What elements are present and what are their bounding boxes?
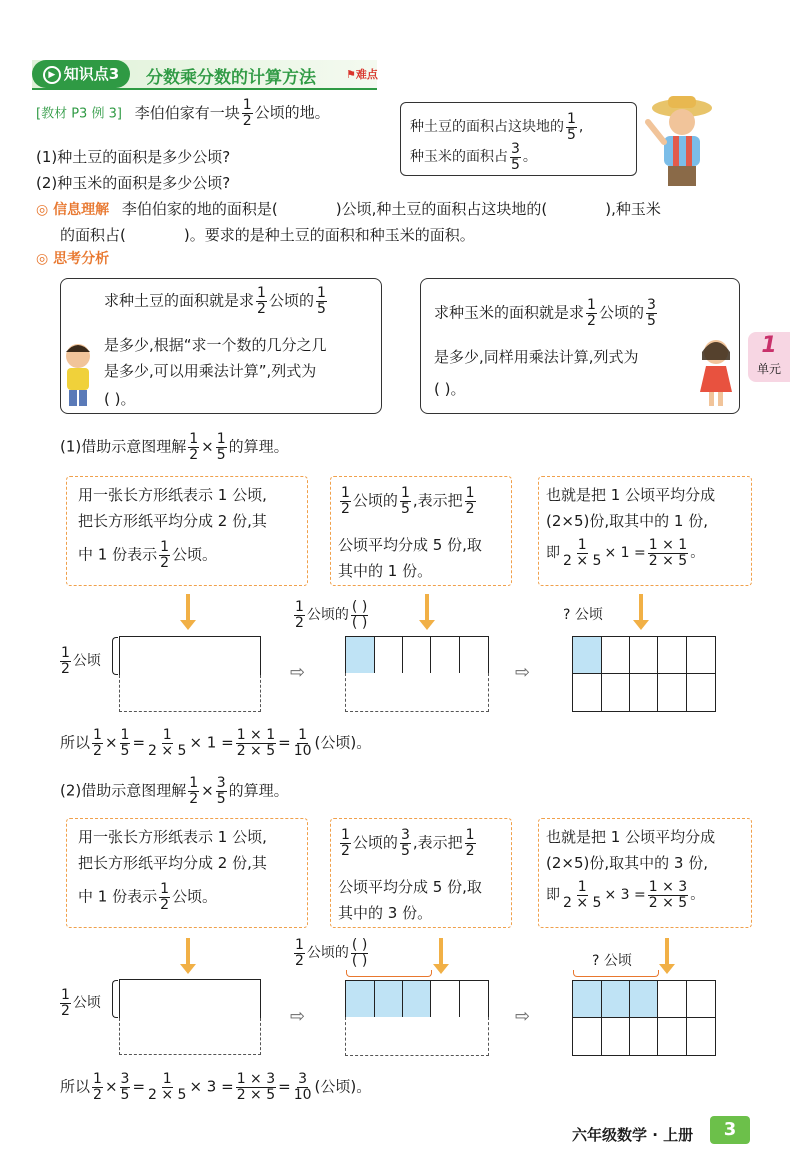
part2-box2-l1: $\frac{1}{2}$ 公顷的 $\frac{3}{5}$ ,表示把 $\frac{1}{2}$ (341, 827, 475, 859)
shaded-part (346, 637, 374, 673)
part2-box3-l1: 也就是把 1 公顷平均分成 (546, 828, 716, 846)
p2-diag2-label: $\frac{1}{2}$ 公顷的 $\frac{( )}{( )}$ (295, 937, 368, 969)
intro-text: 李伯伯家有一块 (134, 103, 240, 122)
p2-diag1-top (119, 979, 261, 1019)
analysis-right-l3: ( )。 (434, 380, 466, 398)
play-icon: ▶ (43, 66, 61, 84)
down-arrow-icon (662, 938, 672, 976)
info-label: ◎ 信息理解 (36, 202, 110, 218)
speech-line-2: 种玉米的面积占 $\frac{3}{5}$ 。 (410, 141, 537, 173)
p1-diag2-bottom (345, 673, 489, 712)
analysis-left-l4: ( )。 (104, 390, 136, 408)
info-line-2: 的面积占( )。要求的是种土豆的面积和种玉米的面积。 (60, 226, 475, 244)
brace (112, 980, 118, 1018)
part1-box1-l3: 中 1 份表示 $\frac{1}{2}$ 公顷。 (78, 539, 218, 571)
brace (112, 637, 118, 675)
right-arrow-icon: ⇨ (290, 1006, 306, 1027)
down-arrow-icon (183, 938, 193, 976)
unit-label: 单元 (756, 362, 781, 376)
shaded-part (346, 981, 431, 1017)
p1-diag3-label: ? 公顷 (563, 607, 603, 623)
page-number: 3 (710, 1116, 750, 1144)
question-2: (2)种玉米的面积是多少公顷? (36, 174, 231, 192)
part1-box2-l2: 公顷平均分成 5 份,取 (338, 536, 482, 554)
p2-diag1-label: $\frac{1}{2}$ 公顷 (61, 987, 101, 1019)
analysis-left-l3: 是多少,可以用乘法计算”,列式为 (104, 362, 317, 380)
down-arrow-icon (422, 594, 432, 632)
fraction-half: $\frac{1}{2}$ (242, 97, 252, 129)
p1-diag1-label: $\frac{1}{2}$ 公顷 (61, 645, 101, 677)
question-1: (1)种土豆的面积是多少公顷? (36, 148, 231, 166)
down-arrow-icon (636, 594, 646, 632)
part1-box3-l1: 也就是把 1 公顷平均分成 (546, 486, 716, 504)
p2-diag3-label: ? 公顷 (592, 953, 632, 969)
example-intro (36, 98, 330, 128)
flag-icon: ⚑ (346, 68, 356, 81)
part1-box1-l1: 用一张长方形纸表示 1 公顷, (78, 486, 267, 504)
part1-box2-l1: $\frac{1}{2}$ 公顷的 $\frac{1}{5}$ ,表示把 $\frac{1}{2}$ (341, 485, 475, 517)
section-title: 分数乘分数的计算方法 (146, 68, 316, 88)
part2-box3-l3: 即 $\frac{1}{2 \times 5}$ × 3 = $\frac{1 \times 3}{2 \times 5}$ 。 (546, 879, 705, 911)
part1-box1-l2: 把长方形纸平均分成 2 份,其 (78, 512, 267, 530)
part2-heading: (2)借助示意图理解 $\frac{1}{2}$ × $\frac{3}{5}$ 的算理。 (60, 775, 289, 807)
unit-number: 1 (761, 333, 777, 358)
bracket (346, 970, 432, 977)
knowledge-badge (32, 60, 130, 88)
down-arrow-icon (183, 594, 193, 632)
part2-box2-l2: 公顷平均分成 5 份,取 (338, 878, 482, 896)
shaded-part (573, 637, 601, 673)
boy-illustration (58, 340, 98, 410)
part2-box1-l3: 中 1 份表示 $\frac{1}{2}$ 公顷。 (78, 881, 218, 913)
p1-diag2-top (345, 636, 489, 674)
right-arrow-icon: ⇨ (515, 1006, 531, 1027)
example-source: [教材 P3 例 3] (36, 106, 122, 122)
bracket (573, 970, 659, 977)
right-arrow-icon: ⇨ (290, 662, 306, 683)
p2-diag2-bottom (345, 1017, 489, 1056)
analysis-label: ◎ 思考分析 (36, 251, 110, 267)
part1-heading: (1)借助示意图理解 $\frac{1}{2}$ × $\frac{1}{5}$ 的算理。 (60, 431, 289, 463)
analysis-left-l2: 是多少,根据“求一个数的几分之几 (104, 336, 327, 354)
info-line-1: ◎ 信息理解 李伯伯家的地的面积是( )公顷,种土豆的面积占这块地的( ),种玉米 (36, 200, 661, 218)
part1-box3-l3: 即 $\frac{1}{2 \times 5}$ × 1 = $\frac{1 \times 1}{2 \times 5}$ 。 (546, 537, 705, 569)
unit-side-tab (748, 332, 790, 382)
p2-diag1-bottom (119, 1018, 261, 1055)
part1-result: 所以 $\frac{1}{2}$ × $\frac{1}{5}$ = $\frac{1}{2 \times 5}$ × 1 = $\frac{1 \times 1}{2 \times 5}$ = $\frac{1}{10}$ (公顷)。 (60, 727, 372, 759)
part2-box1-l1: 用一张长方形纸表示 1 公顷, (78, 828, 267, 846)
part2-box2-l3: 其中的 3 份。 (338, 904, 433, 922)
girl-illustration (696, 336, 736, 408)
difficulty-tag (346, 66, 378, 82)
p1-diag1-top (119, 636, 261, 676)
analysis-right-l1: 求种玉米的面积就是求 $\frac{1}{2}$ 公顷的 $\frac{3}{5}$ (434, 297, 656, 329)
part1-box2-l3: 其中的 1 份。 (338, 562, 433, 580)
p1-diag1-bottom (119, 675, 261, 712)
speech-line-1: 种土豆的面积占这块地的 $\frac{1}{5}$ , (410, 111, 584, 143)
part2-box3-l2: (2×5)份,取其中的 3 份, (546, 854, 708, 872)
analysis-right-l2: 是多少,同样用乘法计算,列式为 (434, 348, 639, 366)
shaded-part (573, 981, 658, 1017)
part2-box1-l2: 把长方形纸平均分成 2 份,其 (78, 854, 267, 872)
intro-text-post: 公顷的地。 (254, 103, 330, 122)
p1-diag3-grid (572, 636, 716, 712)
part1-box3-l2: (2×5)份,取其中的 1 份, (546, 512, 708, 530)
p2-diag3-grid (572, 980, 716, 1056)
farmer-illustration (640, 92, 720, 188)
badge-text: 知识点3 (63, 65, 120, 83)
p2-diag2-top (345, 980, 489, 1018)
down-arrow-icon (436, 938, 446, 976)
difficulty-text: 难点 (355, 68, 378, 81)
p1-diag2-label: $\frac{1}{2}$ 公顷的 $\frac{( )}{( )}$ (295, 599, 368, 631)
analysis-left-l1: 求种土豆的面积就是求 $\frac{1}{2}$ 公顷的 $\frac{1}{5}$ (104, 285, 326, 317)
right-arrow-icon: ⇨ (515, 662, 531, 683)
part2-result: 所以 $\frac{1}{2}$ × $\frac{3}{5}$ = $\frac{1}{2 \times 5}$ × 3 = $\frac{1 \times 3}{2 \times 5}$ = $\frac{3}{10}$ (公顷)。 (60, 1071, 372, 1103)
footer-text: 六年级数学 · 上册 (572, 1126, 694, 1144)
